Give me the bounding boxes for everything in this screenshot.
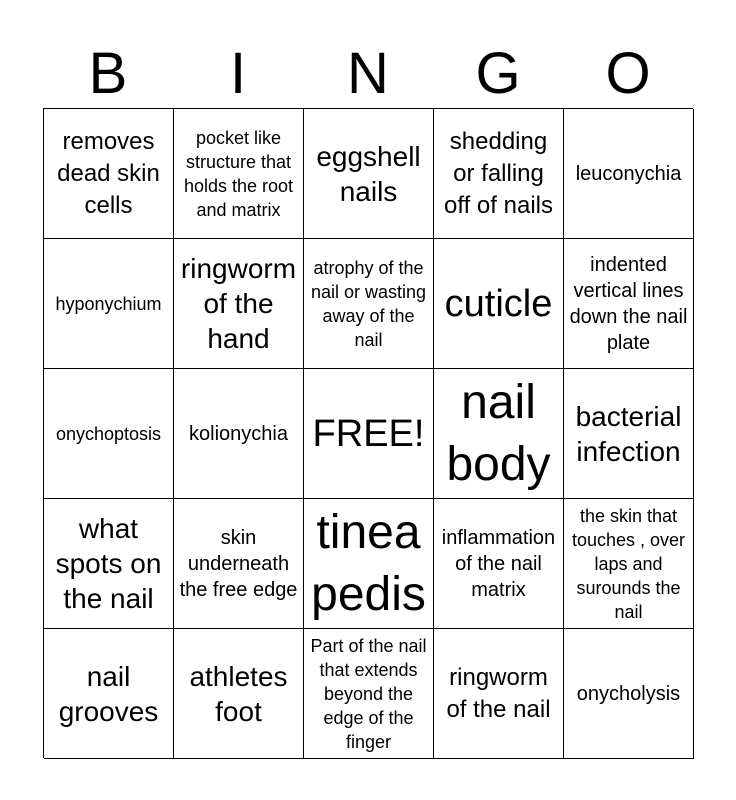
header-letter-o: O: [605, 41, 651, 106]
bingo-cell-r3-c3-free[interactable]: FREE!: [304, 369, 434, 499]
bingo-cell-r5-c3[interactable]: Part of the nail that extends beyond the edge of the finger: [304, 629, 434, 759]
header-letter-i: I: [229, 41, 247, 106]
bingo-card-grid: [43, 108, 693, 758]
bingo-cell-r1-c1[interactable]: removes dead skin cells: [44, 109, 174, 239]
header-letter-b: B: [88, 41, 128, 106]
bingo-cell-r3-c4[interactable]: nail body: [434, 369, 564, 499]
bingo-cell-r4-c1[interactable]: what spots on the nail: [44, 499, 174, 629]
bingo-cell-r3-c2[interactable]: kolionychia: [174, 369, 304, 499]
bingo-cell-r4-c2[interactable]: skin underneath the free edge: [174, 499, 304, 629]
bingo-cell-r2-c4[interactable]: cuticle: [434, 239, 564, 369]
bingo-cell-r1-c2[interactable]: pocket like structure that holds the root and matrix: [174, 109, 304, 239]
bingo-cell-r4-c4[interactable]: inflammation of the nail matrix: [434, 499, 564, 629]
bingo-cell-r1-c4[interactable]: shedding or falling off of nails: [434, 109, 564, 239]
bingo-cell-r3-c5[interactable]: bacterial infection: [564, 369, 694, 499]
bingo-cell-r2-c3[interactable]: atrophy of the nail or wasting away of the nail: [304, 239, 434, 369]
bingo-cell-r5-c1[interactable]: nail grooves: [44, 629, 174, 759]
bingo-cell-r4-c3[interactable]: tinea pedis: [304, 499, 434, 629]
bingo-cell-r3-c1[interactable]: onychoptosis: [44, 369, 174, 499]
header-letter-n: N: [347, 41, 389, 106]
bingo-cell-r4-c5[interactable]: the skin that touches , over laps and surounds the nail: [564, 499, 694, 629]
bingo-cell-r1-c5[interactable]: leuconychia: [564, 109, 694, 239]
header-letter-g: G: [475, 41, 521, 106]
bingo-cell-r5-c2[interactable]: athletes foot: [174, 629, 304, 759]
bingo-cell-r2-c1[interactable]: hyponychium: [44, 239, 174, 369]
bingo-cell-r5-c5[interactable]: onycholysis: [564, 629, 694, 759]
bingo-cell-r1-c3[interactable]: eggshell nails: [304, 109, 434, 239]
bingo-header: [43, 40, 693, 108]
bingo-cell-r2-c2[interactable]: ringworm of the hand: [174, 239, 304, 369]
bingo-cell-r2-c5[interactable]: indented vertical lines down the nail plate: [564, 239, 694, 369]
bingo-cell-r5-c4[interactable]: ringworm of the nail: [434, 629, 564, 759]
